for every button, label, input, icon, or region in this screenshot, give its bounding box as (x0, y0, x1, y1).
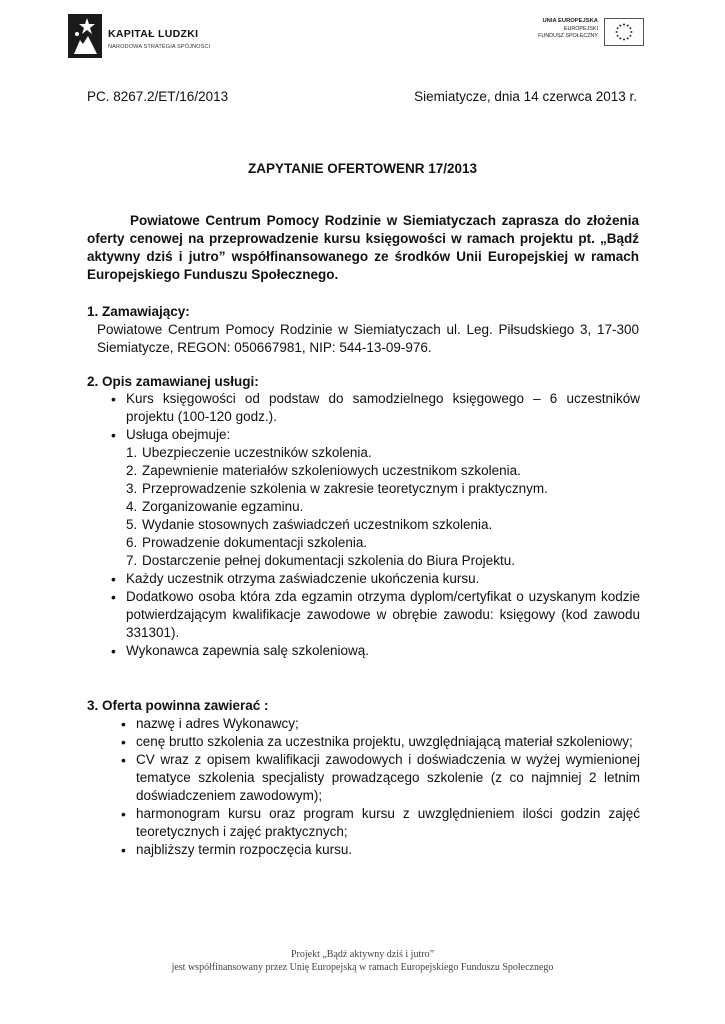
page-footer (0, 948, 725, 974)
list-item (104, 588, 640, 642)
list-item (126, 444, 640, 462)
eu-star-icon (630, 31, 632, 33)
section1-text: Powiatowe Centrum Pomocy Rodzinie w Siemiatyczach ul. Leg. Piłsudskiego 3, 17-300 Siemiatycze, REGON: 050667981, NIP: 544-13-09-976. (97, 322, 639, 355)
footer-line1: Projekt „Bądź aktywny dziś i jutro” (290, 949, 435, 960)
eu-star-icon (623, 38, 625, 40)
eu-star-icon (617, 35, 619, 37)
item-text: Ubezpieczenie uczestników szkolenia. (142, 445, 372, 460)
list-item (126, 462, 640, 480)
item-number: 7. (126, 553, 138, 568)
service-scope-list (126, 444, 640, 570)
footer-line2: jest współfinansowany przez Unię Europejską w ramach Europejskiego Funduszu Społecznego (171, 962, 554, 973)
section2-list (104, 390, 640, 660)
list-item (126, 516, 640, 534)
kapital-ludzki-logo (68, 14, 218, 58)
list-item (126, 552, 640, 570)
kapital-ludzki-subtitle: NARODOWA STRATEGIA SPÓJNOŚCI (108, 44, 211, 50)
section3-heading: 3. Oferta powinna zawierać : (87, 698, 269, 713)
list-item (114, 841, 640, 859)
section2-bullet1: Kurs księgowości od podstaw do samodzielnego księgowego – 6 uczestników projektu (100-120 godz.). (126, 391, 640, 424)
eu-star-icon (623, 24, 625, 26)
offer-item-text: nazwę i adres Wykonawcy; (136, 716, 299, 731)
item-number: 6. (126, 535, 138, 550)
section2-bullet4: Dodatkowo osoba która zda egzamin otrzyma dyplom/certyfikat o uzyskanym kodzie potwierdzającym kwalifikacje zawodowe w obrębie zawodu: księgowy (kod zawodu 331301). (126, 589, 640, 640)
offer-item-text: CV wraz z opisem kwalifikacji zawodowych i doświadczenia w wyżej wymienionej tematyce szkolenia specjalisty prowadzącego szkolenie (z co najmniej 2 letnim doświadczeniem zawodowym); (136, 752, 640, 803)
eu-star-icon (627, 25, 629, 27)
section2-bullet5: Wykonawca zapewnia salę szkoleniową. (126, 643, 369, 658)
list-item (114, 733, 640, 751)
eu-star-icon (629, 35, 631, 37)
eu-star-icon (629, 27, 631, 29)
section2-bullet3: Każdy uczestnik otrzyma zaświadczenie ukończenia kursu. (126, 571, 480, 586)
list-item (114, 715, 640, 733)
eu-star-icon (627, 37, 629, 39)
item-text: Zorganizowanie egzaminu. (142, 499, 304, 514)
intro-paragraph (87, 212, 639, 284)
list-item (104, 426, 640, 570)
item-number: 1. (126, 445, 138, 460)
item-number: 2. (126, 463, 138, 478)
list-item (104, 642, 640, 660)
item-number: 3. (126, 481, 138, 496)
item-text: Prowadzenie dokumentacji szkolenia. (142, 535, 368, 550)
item-text: Przeprowadzenie szkolenia w zakresie teoretycznym i praktycznym. (142, 481, 548, 496)
section2-heading: 2. Opis zamawianej usługi: (87, 374, 259, 389)
kapital-ludzki-title: KAPITAŁ LUDZKI (108, 28, 199, 40)
item-text: Dostarczenie pełnej dokumentacji szkolenia do Biura Projektu. (142, 553, 515, 568)
eu-logo (516, 18, 644, 46)
place-date: Siemiatycze, dnia 14 czerwca 2013 r. (414, 89, 637, 104)
offer-item-text: harmonogram kursu oraz program kursu z uwzględnieniem ilości godzin zajęć teoretycznych i zajęć praktycznych; (136, 806, 640, 839)
eu-logo-line2: EUROPEJSKI (563, 25, 598, 32)
eu-star-icon (619, 37, 621, 39)
eu-star-icon (617, 27, 619, 29)
list-item (114, 751, 640, 805)
eu-logo-line3: FUNDUSZ SPOŁECZNY (538, 33, 598, 39)
eu-logo-line1: UNIA EUROPEJSKA (542, 18, 598, 24)
list-item (104, 570, 640, 588)
list-item (114, 805, 640, 841)
kapital-ludzki-star-icon (68, 14, 102, 58)
eu-flag-icon (604, 18, 644, 46)
list-item (126, 480, 640, 498)
item-text: Wydanie stosownych zaświadczeń uczestnikom szkolenia. (142, 517, 493, 532)
section3-list (114, 715, 640, 859)
eu-star-icon (616, 31, 618, 33)
item-text: Zapewnienie materiałów szkoleniowych uczestnikom szkolenia. (142, 463, 521, 478)
reference-number: PC. 8267.2/ET/16/2013 (87, 89, 229, 104)
item-number: 4. (126, 499, 138, 514)
eu-star-icon (619, 25, 621, 27)
offer-item-text: najbliższy termin rozpoczęcia kursu. (136, 842, 353, 857)
section2-bullet2: Usługa obejmuje: (126, 427, 231, 442)
section1-heading: 1. Zamawiający: (87, 304, 190, 319)
list-item (104, 390, 640, 426)
document-title: ZAPYTANIE OFERTOWENR 17/2013 (247, 161, 478, 176)
list-item (126, 498, 640, 516)
eu-logo-text (538, 18, 598, 41)
item-number: 5. (126, 517, 138, 532)
list-item (126, 534, 640, 552)
intro-text: Powiatowe Centrum Pomocy Rodzinie w Siemiatyczach zaprasza do złożenia oferty cenowej na przeprowadzenie kursu księgowości w ramach projektu pt. „Bądź aktywny dziś i jutro” współfinansowanego ze środków Unii Europejskiej w ramach Europejskiego Funduszu Społecznego. (87, 213, 639, 282)
offer-item-text: cenę brutto szkolenia za uczestnika projektu, uwzględniającą materiał szkoleniowy; (136, 734, 633, 749)
